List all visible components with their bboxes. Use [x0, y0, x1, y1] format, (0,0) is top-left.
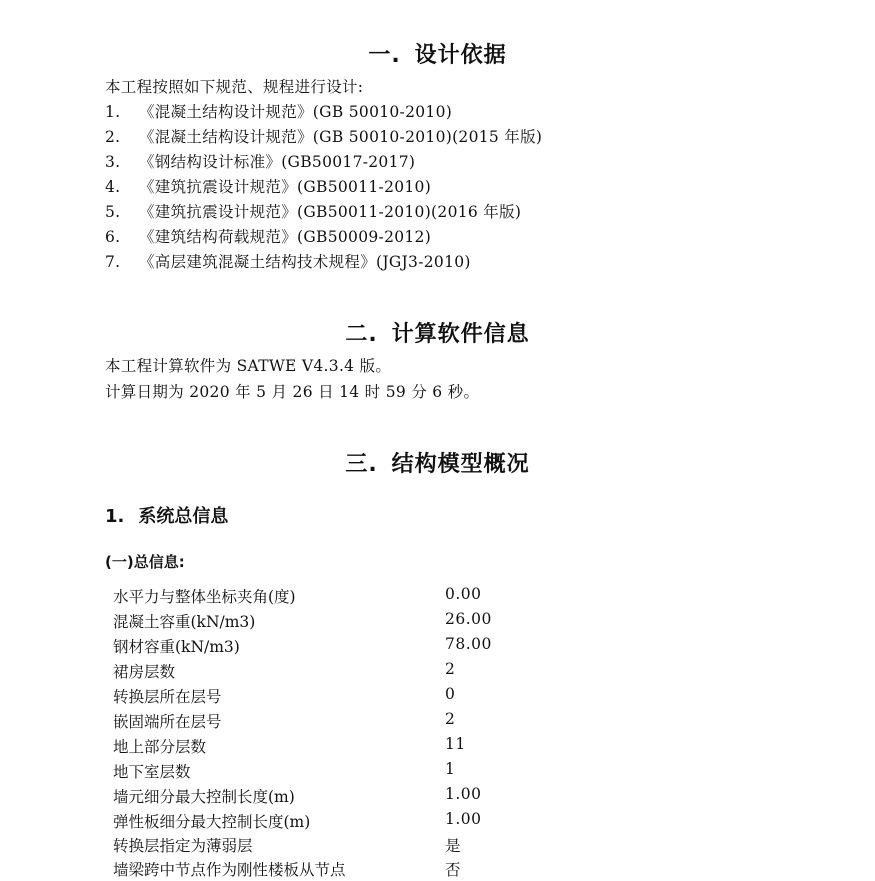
info-value: 26.00	[445, 610, 492, 628]
info-row	[113, 785, 713, 810]
section-heading-software-info	[0, 317, 875, 348]
info-row	[113, 858, 713, 881]
info-row	[113, 710, 713, 735]
section-number: 二.	[345, 322, 378, 347]
info-row	[113, 685, 713, 710]
info-key: 水平力与整体坐标夹角(度)	[113, 588, 296, 606]
section-number: 三.	[345, 452, 378, 477]
info-value: 11	[445, 735, 466, 753]
list-item-text: 《混凝土结构设计规范》(GB 50010-2010)	[139, 103, 453, 121]
info-row	[113, 635, 713, 660]
section-title: 设计依据	[414, 43, 507, 68]
list-item	[105, 175, 431, 197]
list-item-text: 《混凝土结构设计规范》(GB 50010-2010)(2015 年版)	[139, 128, 543, 146]
info-value: 0.00	[445, 585, 482, 603]
group-heading-general-info: (一)总信息:	[105, 553, 185, 571]
list-item-text: 《建筑抗震设计规范》(GB50011-2010)	[139, 178, 432, 196]
info-value: 1	[445, 760, 456, 778]
info-value: 78.00	[445, 635, 492, 653]
calculation-date-line: 计算日期为 2020 年 5 月 26 日 14 时 59 分 6 秒。	[105, 383, 480, 401]
subsection-number: 1.	[105, 506, 125, 527]
info-row	[113, 760, 713, 785]
info-row	[113, 834, 713, 859]
list-item	[105, 150, 415, 172]
list-item-text: 《钢结构设计标准》(GB50017-2017)	[139, 153, 416, 171]
info-key: 弹性板细分最大控制长度(m)	[113, 813, 311, 831]
section-title: 计算软件信息	[391, 322, 530, 347]
info-key: 墙元细分最大控制长度(m)	[113, 788, 295, 806]
list-item	[105, 200, 521, 222]
info-value: 是	[445, 837, 462, 855]
section-number: 一.	[368, 43, 401, 68]
info-value: 1.00	[445, 785, 482, 803]
info-row	[113, 610, 713, 635]
info-value: 0	[445, 685, 456, 703]
section-heading-design-basis	[0, 38, 875, 69]
software-version-line: 本工程计算软件为 SATWE V4.3.4 版。	[105, 357, 392, 375]
info-key: 钢材容重(kN/m3)	[113, 638, 240, 656]
info-row	[113, 735, 713, 760]
section-title: 结构模型概况	[391, 452, 530, 477]
section-heading-model-overview	[0, 447, 875, 478]
info-key: 地下室层数	[113, 763, 191, 781]
info-row	[113, 660, 713, 685]
list-item-number: 1.	[105, 103, 121, 121]
list-item	[105, 225, 431, 247]
list-item-number: 5.	[105, 203, 121, 221]
list-item-number: 4.	[105, 178, 121, 196]
info-row	[113, 810, 713, 835]
subsection-heading-system-info	[105, 502, 228, 528]
list-item-number: 7.	[105, 253, 121, 271]
list-item	[105, 250, 471, 272]
info-key: 地上部分层数	[113, 738, 207, 756]
info-key: 嵌固端所在层号	[113, 713, 222, 731]
list-item-text: 《建筑结构荷载规范》(GB50009-2012)	[139, 228, 432, 246]
list-item-number: 3.	[105, 153, 121, 171]
info-value: 2	[445, 710, 456, 728]
info-value: 1.00	[445, 810, 482, 828]
list-item-text: 《建筑抗震设计规范》(GB50011-2010)(2016 年版)	[139, 203, 522, 221]
info-key: 墙梁跨中节点作为刚性楼板从节点	[113, 861, 346, 879]
info-key: 转换层所在层号	[113, 688, 222, 706]
info-value: 2	[445, 660, 456, 678]
list-item-number: 6.	[105, 228, 121, 246]
info-key: 转换层指定为薄弱层	[113, 837, 253, 855]
info-value: 否	[445, 861, 462, 879]
list-item	[105, 125, 542, 147]
info-key: 混凝土容重(kN/m3)	[113, 613, 256, 631]
info-row	[113, 585, 713, 610]
design-basis-intro: 本工程按照如下规范、规程进行设计:	[105, 78, 364, 96]
list-item-text: 《高层建筑混凝土结构技术规程》(JGJ3-2010)	[139, 253, 471, 271]
list-item	[105, 100, 452, 122]
list-item-number: 2.	[105, 128, 121, 146]
info-key: 裙房层数	[113, 663, 176, 681]
subsection-title: 系统总信息	[138, 506, 229, 527]
